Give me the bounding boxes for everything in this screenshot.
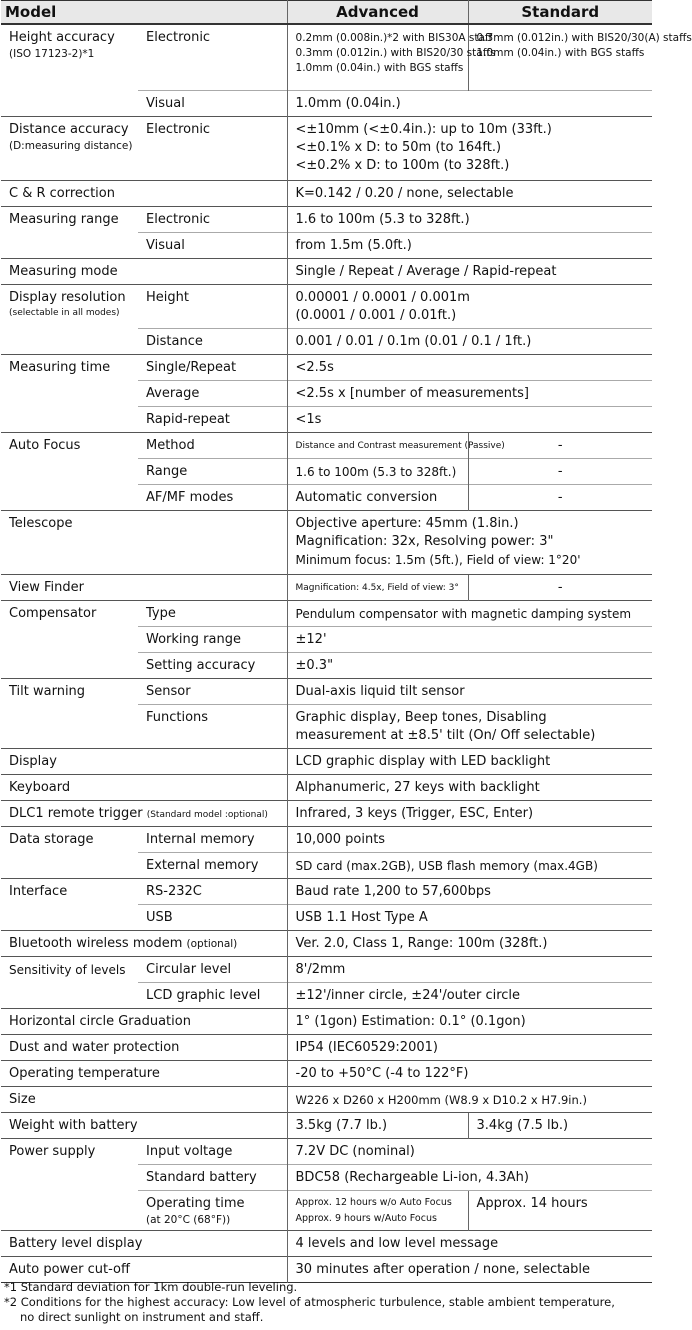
category-label: Height accuracy: [9, 30, 115, 45]
spec-table: [1, 0, 692, 1283]
sub-label: Range: [138, 459, 287, 485]
table-row: [1, 259, 652, 285]
sub-label: Circular level: [138, 957, 287, 983]
row-label: Compensator: [1, 601, 138, 679]
value-line: 1.0mm (0.04in.) with BGS staffs: [476, 47, 645, 59]
table-row: [1, 181, 652, 207]
value-line: Minimum focus: 1.5m (5ft.), Field of view: 1°20': [295, 553, 581, 567]
category-note: (selectable in all modes): [9, 308, 120, 318]
advanced-value: [287, 24, 496, 91]
table-row: [1, 1257, 652, 1283]
value: Alphanumeric, 27 keys with backlight: [287, 775, 652, 801]
sub-label: Input voltage: [138, 1139, 287, 1165]
row-label: Auto Focus: [1, 433, 138, 511]
table-row: [1, 1139, 652, 1165]
table-row: [1, 285, 652, 329]
table-row: [1, 24, 652, 91]
standard-value: [468, 24, 692, 91]
sub-label: Electronic: [138, 117, 287, 181]
value: 8'/2mm: [287, 957, 652, 983]
row-label: Display: [1, 749, 287, 775]
value: Infrared, 3 keys (Trigger, ESC, Enter): [287, 801, 652, 827]
table-row: [1, 355, 652, 381]
row-label: Telescope: [1, 511, 287, 575]
value-line: 0.2mm (0.008in.)*2 with BIS30A staff: [295, 32, 493, 44]
table-row: [1, 117, 652, 181]
row-label: [1, 931, 287, 957]
value: 1.0mm (0.04in.): [287, 91, 652, 117]
value: 1° (1gon) Estimation: 0.1° (0.1gon): [287, 1009, 652, 1035]
advanced-value: 1.6 to 100m (5.3 to 328ft.): [287, 459, 468, 485]
table-row: [1, 1231, 652, 1257]
sub-label: Height: [138, 285, 287, 329]
table-row: [1, 601, 652, 627]
row-label: Operating temperature: [1, 1061, 287, 1087]
value: BDC58 (Rechargeable Li-ion, 4.3Ah): [287, 1165, 652, 1191]
value: ±12'/inner circle, ±24'/outer circle: [287, 983, 652, 1009]
row-label: Horizontal circle Graduation: [1, 1009, 287, 1035]
value: [287, 285, 652, 329]
category-note: (ISO 17123-2)*1: [9, 48, 95, 60]
sub-label-note: (at 20°C (68°F)): [146, 1214, 231, 1226]
value: 30 minutes after operation / none, selectable: [287, 1257, 652, 1283]
sub-label: Standard battery: [138, 1165, 287, 1191]
value: W226 x D260 x H200mm (W8.9 x D10.2 x H7.9in.): [287, 1087, 652, 1113]
footnote-1: *1 Standard deviation for 1km double-run leveling.: [4, 1280, 298, 1294]
table-header: [1, 1, 652, 25]
advanced-value: Magnification: 4.5x, Field of view: 3°: [287, 575, 468, 601]
row-label: Tilt warning: [1, 679, 138, 749]
row-label: Size: [1, 1087, 287, 1113]
table-row: [1, 511, 652, 575]
table-row: [1, 575, 652, 601]
table-row: [1, 879, 652, 905]
category-note: (D:measuring distance): [9, 140, 133, 152]
sub-label: Internal memory: [138, 827, 287, 853]
value-line: <±10mm (<±0.4in.): up to 10m (33ft.): [295, 122, 552, 137]
table-row: [1, 433, 652, 459]
table-row: [1, 1061, 652, 1087]
standard-value: -: [468, 433, 652, 459]
category-label: Display resolution: [9, 290, 126, 305]
table-row: [1, 1009, 652, 1035]
sub-label: Visual: [138, 91, 287, 117]
row-label: [1, 117, 138, 181]
sub-label: Setting accuracy: [138, 653, 287, 679]
value-line: <±0.2% x D: to 100m (to 328ft.): [295, 158, 510, 173]
table-row: [1, 957, 652, 983]
sub-label: Electronic: [138, 207, 287, 233]
value: Single / Repeat / Average / Rapid-repeat: [287, 259, 652, 285]
table-row: [1, 931, 652, 957]
value: 1.6 to 100m (5.3 to 328ft.): [287, 207, 652, 233]
value-line: Objective aperture: 45mm (1.8in.): [295, 516, 519, 531]
header-standard: Standard: [468, 1, 652, 25]
value: ±12': [287, 627, 652, 653]
table-row: [1, 1035, 652, 1061]
row-label: Keyboard: [1, 775, 287, 801]
value-line: <±0.1% x D: to 50m (to 164ft.): [295, 140, 502, 155]
sub-label: RS-232C: [138, 879, 287, 905]
advanced-value: Automatic conversion: [287, 485, 468, 511]
value-line: measurement at ±8.5' tilt (On/ Off selectable): [295, 728, 596, 743]
sub-label: Electronic: [138, 24, 287, 91]
sub-label: Rapid-repeat: [138, 407, 287, 433]
row-label: C & R correction: [1, 181, 287, 207]
value-line: (0.0001 / 0.001 / 0.01ft.): [295, 308, 457, 323]
value: Baud rate 1,200 to 57,600bps: [287, 879, 652, 905]
category-label: Bluetooth wireless modem: [9, 936, 183, 951]
row-label: Dust and water protection: [1, 1035, 287, 1061]
table-row: [1, 207, 652, 233]
category-label: Distance accuracy: [9, 122, 129, 137]
sub-label: LCD graphic level: [138, 983, 287, 1009]
row-label: Data storage: [1, 827, 138, 879]
table-row: [1, 775, 652, 801]
standard-value: Approx. 14 hours: [468, 1191, 652, 1231]
value: [287, 511, 652, 575]
advanced-value: [287, 1191, 468, 1231]
sub-label: Functions: [138, 705, 287, 749]
sub-label: Visual: [138, 233, 287, 259]
value-line: Approx. 9 hours w/Auto Focus: [295, 1213, 437, 1224]
value-line: 1.0mm (0.04in.) with BGS staffs: [295, 62, 464, 74]
row-label: Measuring range: [1, 207, 138, 259]
value: <2.5s: [287, 355, 652, 381]
sub-label-line: Operating time: [146, 1196, 245, 1211]
standard-value: 3.4kg (7.5 lb.): [468, 1113, 652, 1139]
value: 7.2V DC (nominal): [287, 1139, 652, 1165]
value: <2.5s x [number of measurements]: [287, 381, 652, 407]
row-label: Battery level display: [1, 1231, 287, 1257]
value-line: Graphic display, Beep tones, Disabling: [295, 710, 547, 725]
sub-label: Type: [138, 601, 287, 627]
value: Dual-axis liquid tilt sensor: [287, 679, 652, 705]
table-row: [1, 801, 652, 827]
footnote-2-cont: no direct sunlight on instrument and staff.: [20, 1310, 264, 1324]
row-label: Interface: [1, 879, 138, 931]
footnotes: [4, 1280, 615, 1325]
category-note: (Standard model :optional): [146, 810, 268, 820]
row-label: Auto power cut-off: [1, 1257, 287, 1283]
value: ±0.3": [287, 653, 652, 679]
value: IP54 (IEC60529:2001): [287, 1035, 652, 1061]
value: [287, 117, 652, 181]
row-label: [1, 801, 287, 827]
footnote-2: *2 Conditions for the highest accuracy: Low level of atmospheric turbulence, stable ambient temperature,: [4, 1295, 615, 1309]
header-advanced: Advanced: [287, 1, 468, 25]
value-line: 0.00001 / 0.0001 / 0.001m: [295, 290, 470, 305]
row-label: [1, 24, 138, 117]
sub-label: Working range: [138, 627, 287, 653]
value-line: Approx. 12 hours w/o Auto Focus: [295, 1197, 452, 1208]
value: <1s: [287, 407, 652, 433]
table-row: [1, 749, 652, 775]
row-label: Measuring mode: [1, 259, 287, 285]
sub-label: External memory: [138, 853, 287, 879]
row-label: [1, 285, 138, 355]
table-row: [1, 827, 652, 853]
sub-label: AF/MF modes: [138, 485, 287, 511]
sub-label: Sensor: [138, 679, 287, 705]
row-label: Sensitivity of levels: [1, 957, 138, 1009]
value: 0.001 / 0.01 / 0.1m (0.01 / 0.1 / 1ft.): [287, 329, 652, 355]
sub-label: Average: [138, 381, 287, 407]
value: Pendulum compensator with magnetic damping system: [287, 601, 652, 627]
row-label: Power supply: [1, 1139, 138, 1231]
value: 4 levels and low level message: [287, 1231, 652, 1257]
advanced-value: Distance and Contrast measurement (Passive): [287, 433, 468, 459]
value-line: 0.3mm (0.012in.) with BIS20/30(A) staffs: [476, 32, 692, 44]
row-label: View Finder: [1, 575, 287, 601]
standard-value: -: [468, 459, 652, 485]
row-label: Weight with battery: [1, 1113, 287, 1139]
value-line: Magnification: 32x, Resolving power: 3": [295, 534, 554, 549]
standard-value: -: [468, 575, 652, 601]
table-row: [1, 1087, 652, 1113]
sub-label: [138, 1191, 287, 1231]
advanced-value: 3.5kg (7.7 lb.): [287, 1113, 468, 1139]
table-row: [1, 1113, 652, 1139]
sub-label: Single/Repeat: [138, 355, 287, 381]
value: -20 to +50°C (-4 to 122°F): [287, 1061, 652, 1087]
standard-value: -: [468, 485, 652, 511]
value: K=0.142 / 0.20 / none, selectable: [287, 181, 652, 207]
value: LCD graphic display with LED backlight: [287, 749, 652, 775]
value: [287, 705, 652, 749]
sub-label: USB: [138, 905, 287, 931]
table-row: [1, 679, 652, 705]
category-note: (optional): [186, 938, 238, 950]
header-model: Model: [1, 1, 287, 25]
value: SD card (max.2GB), USB flash memory (max.4GB): [287, 853, 652, 879]
row-label: Measuring time: [1, 355, 138, 433]
value: from 1.5m (5.0ft.): [287, 233, 652, 259]
value-line: 0.3mm (0.012in.) with BIS20/30 staffs: [295, 47, 496, 59]
sub-label: Distance: [138, 329, 287, 355]
sub-label: Method: [138, 433, 287, 459]
value: 10,000 points: [287, 827, 652, 853]
value: USB 1.1 Host Type A: [287, 905, 652, 931]
value: Ver. 2.0, Class 1, Range: 100m (328ft.): [287, 931, 652, 957]
category-label: DLC1 remote trigger: [9, 806, 143, 821]
